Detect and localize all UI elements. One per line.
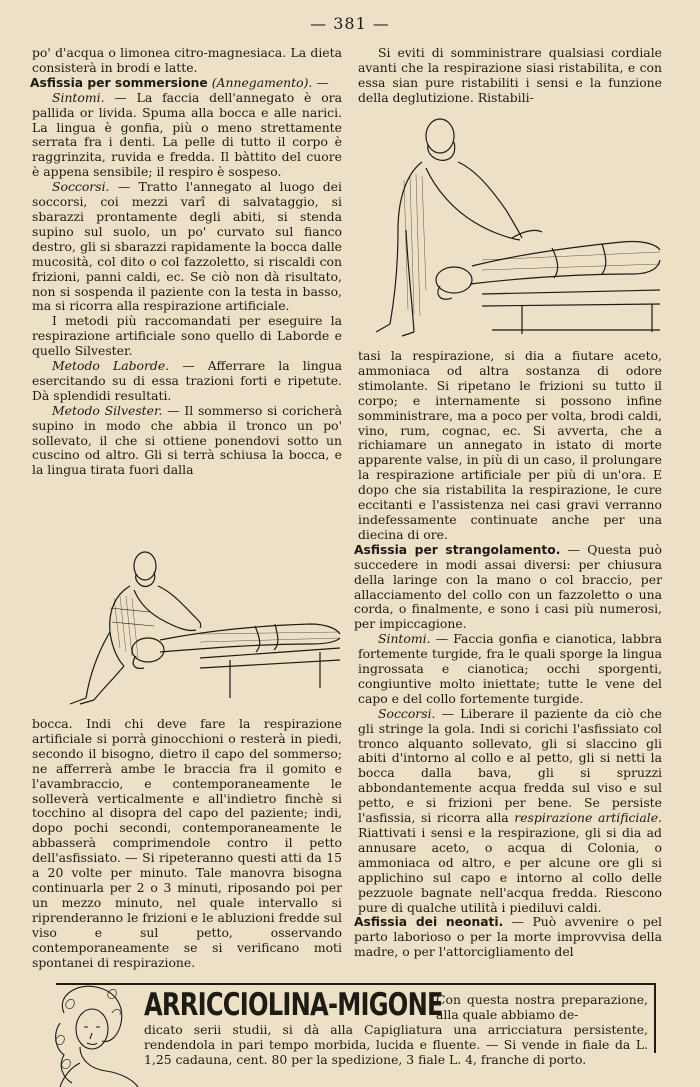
heading-neonati: Asfissia dei neonati. <box>354 915 504 930</box>
heading-strangolamento: Asfissia per strangolamento. <box>354 542 561 557</box>
neonati-paragraph <box>354 915 662 960</box>
laborde-paragraph <box>32 359 342 404</box>
heading-italic: (Annegamento). <box>211 74 313 90</box>
left-column-bottom <box>32 717 342 970</box>
silvester-text: — Il sommerso si coricherà supino in modo che abbia il tronco un po' sollevato, il che si ottiene ponendovi sotto un cuscino od altro. Gli si terrà schiusa la bocca, e la lingua tirata fuori dalla <box>32 402 342 478</box>
soccorsi-label: Soccorsi. <box>52 179 110 195</box>
soccorsi-label-2: Soccorsi. <box>378 705 436 721</box>
right-column-top <box>358 46 662 106</box>
laborde-label: Metodo Laborde. <box>52 358 170 374</box>
soccorsi-italic-2: respirazione artificiale. <box>514 810 662 826</box>
laborde-text: — Afferrare la lingua esercitando su di essa trazioni forti e ripetute. Dà splendidi resultati. <box>32 358 342 403</box>
heading-text: Asfissia per sommersione <box>30 75 208 90</box>
strangolamento-intro: — Questa può succedere in modi assai diversi: per chiusura della laringe con la mano o col braccio, per allacciamento del collo con un fazzoletto o una corda, o finalmente, e sono i casi più numerosi, per impiccagione. <box>354 541 662 632</box>
paragraph: Si eviti di somministrare qualsiasi cordiale avanti che la respirazione siasi ristabilita, e con essa sian pure ristabiliti i sensi e la funzione della deglutizione. Ristabili- <box>358 45 662 105</box>
paragraph: bocca. Indi chi deve fare la respirazione artificiale si porrà ginocchioni o resterà in piedi, secondo il bisogno, dietro il capo del sommerso; ne afferrerà ambe le braccia fra il gomito e l'avambraccio, e contemporaneamente le solleverà verticalmente e all'indietro finchè si tocchino al disopra del capo del paziente; indi, dopo pochi secondi, contemporaneamente le abbasserà comprimendole contro il petto dell'asfissiato. — Si ripeteranno questi atti da 15 a 20 volte per minuto. Tale manovra bisogna continuarla per 2 o 3 minuti, riposando poi per un mezzo minuto, nel quale intervallo si riprenderanno le frizioni e le abluzioni fredde sul viso e sul petto, osservando contemporaneamente se si verificano moti spontanei di respirazione. <box>32 716 342 970</box>
soccorsi-paragraph <box>32 180 342 314</box>
ad-brand-title: ARRICCIOLINA-MIGONE <box>144 987 443 1023</box>
metodi-paragraph: I metodi più raccomandati per eseguire la respirazione artificiale sono quello di Laborde e quello Silvester. <box>32 313 342 359</box>
silvester-label: Metodo Silvester. <box>52 402 163 418</box>
sintomi-text: — La faccia dell'annegato è ora pallida or livida. Spuma alla bocca e alle narici. La lingua è gonfia, più o meno strettamente serrata fra i denti. La pelle di tutto il corpo è raggrinzita, ruvida e fredda. Il bàttito del cuore è appena sensibile; il respiro è sospeso. <box>32 89 342 180</box>
ad-top-rule <box>56 983 656 985</box>
soccorsi-text-2a: — Liberare il paziente da ciò che gli stringe la gola. Indi si corichi l'asfissiato col tronco alquanto sollevato, gli si slaccino gli abiti d'intorno al collo e al petto, gli si netti la bocca dalla bava, gli si spruzzi abbondantemente acqua fredda sul viso e sul petto, e si frizioni per bene. Se persiste l'asfissia, si ricorra alla <box>358 705 662 826</box>
soccorsi-text: — Tratto l'annegato al luogo dei soccorsi, coi mezzi varî di salvataggio, si sbarazzi prontamente degli abiti, si stenda supino sul suolo, un po' curvato sul fianco destro, gli si sbarazzi rapidamente la bocca dalle mucosità, col dito o col fazzoletto, si riscaldi con frizioni, panni caldi, ec. Se ciò non dà risultato, non si sospenda il paziente con la testa in basso, ma si ricorra alla respirazione artificiale. <box>32 179 342 314</box>
section-heading-sommersione: Asfissia per sommersione (Annegamento). — <box>30 74 329 90</box>
sintomi-label: Sintomi. <box>52 89 105 105</box>
right-column-bottom <box>354 348 662 960</box>
soccorsi-paragraph-2 <box>358 707 662 916</box>
advertisement <box>56 983 656 1083</box>
ad-text-right: Con questa nostra preparazione, alla quale abbiamo de- <box>436 992 648 1022</box>
left-column-top <box>32 46 342 478</box>
strangolamento-paragraph <box>354 543 662 632</box>
ad-right-rule <box>654 983 656 1053</box>
paragraph: po' d'acqua o limonea citro-magnesiaca. La dieta consisterà in brodi e latte. <box>32 45 342 75</box>
silvester-paragraph <box>32 404 342 479</box>
illustration-laborde-method <box>362 110 664 340</box>
sintomi-label-2: Sintomi. <box>378 631 431 647</box>
soccorsi-text-2b: Riattivati i sensi e la respirazione, gli si dia ad annusare aceto, o acqua di Colonia, o ammoniaca od altro, e per alcune ore gli si applichino sul capo e intorno al collo delle pezzuole bagnate nell'acqua fredda. Riescono pure di qualche utilità i piediluvi caldi. <box>358 825 662 915</box>
woman-portrait-illustration <box>50 983 140 1087</box>
sintomi-paragraph-2 <box>358 632 662 707</box>
sintomi-text-2: — Faccia gonfia e cianotica, labbra fortemente turgide, fra le quali sporge la lingua ingrossata e cianotica; occhi sporgenti, congiuntive molto iniettate; tutte le vene del capo e del collo fortemente turgide. <box>358 631 662 706</box>
neonati-text: — Può avvenire o pel parto laborioso o per la morte improvvisa della madre, o per l'attorcigliamento del <box>354 914 662 960</box>
sintomi-paragraph <box>32 91 342 180</box>
paragraph: tasi la respirazione, si dia a fiutare aceto, ammoniaca od altra sostanza di odore stimolante. Si ripetano le frizioni su tutto il corpo; e internamente si possono infine somministrare, ma a poco per volta, brodi caldi, vino, rum, cognac, ec. Si avverta, che a richiamare un annegato in istato di morte apparente valse, in più di un caso, il prolungare la respirazione artificiale per più di un'ora. E dopo che sia ristabilita la respirazione, le cure eccitanti e l'assistenza nei casi gravi verranno indefessamente continuate anche per una diecina di ore. <box>358 348 662 542</box>
illustration-silvester-method <box>50 548 342 706</box>
ad-text-body: dicato serii studii, si dà alla Capigliatura una arricciatura persistente, rendendola in pari tempo morbida, lucida e fluente. — Si vende in fiale da L. 1,25 cadauna, cent. 80 per la spedizione, 3 fiale L. 4, franche di porto. <box>144 1022 648 1067</box>
page-number: — 381 — <box>310 14 390 33</box>
